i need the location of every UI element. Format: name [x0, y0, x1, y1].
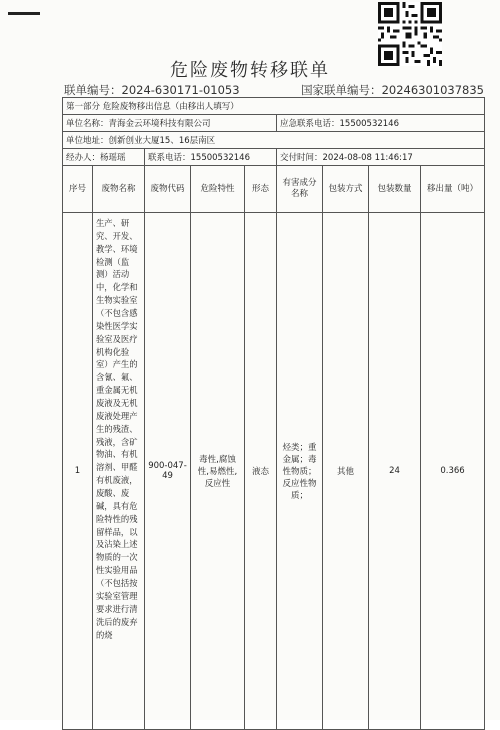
col-header-quantity: 包装数量	[369, 166, 421, 213]
section-heading: 第一部分 危险废物移出信息（由移出人填写）	[63, 98, 485, 115]
document-title: 危险废物转移联单	[170, 60, 330, 81]
table-row	[63, 213, 485, 730]
waste-name: 生产、研究、开发、教学、环境检测（监测）活动中，化学和生物实验室（不包含感染性医学实验室及医疗机构化验室）产生的含氰、氟、重金属无机废液及无机废液处理产生的残渣、残液，含矿物油、有机溶剂、甲醛有机废液，废酸、废碱，具有危险特性的残留样品，以及沾染上述物质的一次性实验用品（不包括按实验室管理要求进行清洗后的废弃的烧	[93, 213, 145, 730]
row-index: 1	[63, 213, 93, 730]
col-header-code: 废物代码	[145, 166, 191, 213]
col-header-form: 形态	[245, 166, 277, 213]
transfer-table	[62, 97, 485, 730]
handler-cell	[63, 149, 145, 166]
national-number-value: 20246301037835	[381, 83, 484, 97]
section-heading-row	[63, 98, 485, 115]
handler-name: 杨瑶瑶	[100, 153, 126, 163]
col-header-amount: 移出量（吨）	[421, 166, 485, 213]
unit-row	[63, 115, 485, 132]
packaging-method: 其他	[323, 213, 369, 730]
contact-phone: 15500532146	[190, 153, 251, 163]
emergency-label: 应急联系电话：	[280, 119, 340, 129]
handover-cell	[277, 149, 485, 166]
emergency-phone: 15500532146	[339, 119, 400, 129]
contact-cell	[145, 149, 277, 166]
emergency-cell	[277, 115, 485, 132]
address-row	[63, 132, 485, 149]
joint-number-label: 联单编号：	[64, 83, 122, 97]
column-header-row	[63, 166, 485, 213]
unit-name-label: 单位名称：	[66, 119, 109, 129]
handover-label: 交付时间：	[280, 153, 323, 163]
col-header-index: 序号	[63, 166, 93, 213]
col-header-name: 废物名称	[93, 166, 145, 213]
national-number-label: 国家联单编号：	[301, 83, 382, 97]
address-label: 单位地址：	[66, 136, 109, 146]
hazard-properties: 毒性,腐蚀性,易燃性,反应性	[191, 213, 245, 730]
contact-label: 联系电话：	[148, 153, 191, 163]
handover-time: 2024-08-08 11:46:17	[322, 153, 413, 163]
transfer-amount: 0.366	[421, 213, 485, 730]
address-cell	[63, 132, 485, 149]
top-mark	[8, 12, 40, 15]
handler-label: 经办人：	[66, 153, 101, 163]
handler-row	[63, 149, 485, 166]
harmful-components: 烃类；重金属；毒性物质；反应性物质；	[277, 213, 323, 730]
col-header-harmful: 有害成分名称	[277, 166, 323, 213]
joint-number-value: 2024-630171-01053	[121, 83, 240, 97]
waste-code: 900-047-49	[145, 213, 191, 730]
unit-name-cell	[63, 115, 277, 132]
package-quantity: 24	[369, 213, 421, 730]
national-number	[301, 82, 484, 98]
physical-form: 液态	[245, 213, 277, 730]
col-header-hazard: 危险特性	[191, 166, 245, 213]
col-header-packaging: 包装方式	[323, 166, 369, 213]
address-value: 创新创业大厦15、16层南区	[108, 136, 216, 146]
unit-name-value: 青海金云环境科技有限公司	[108, 119, 211, 129]
joint-number	[64, 82, 240, 98]
